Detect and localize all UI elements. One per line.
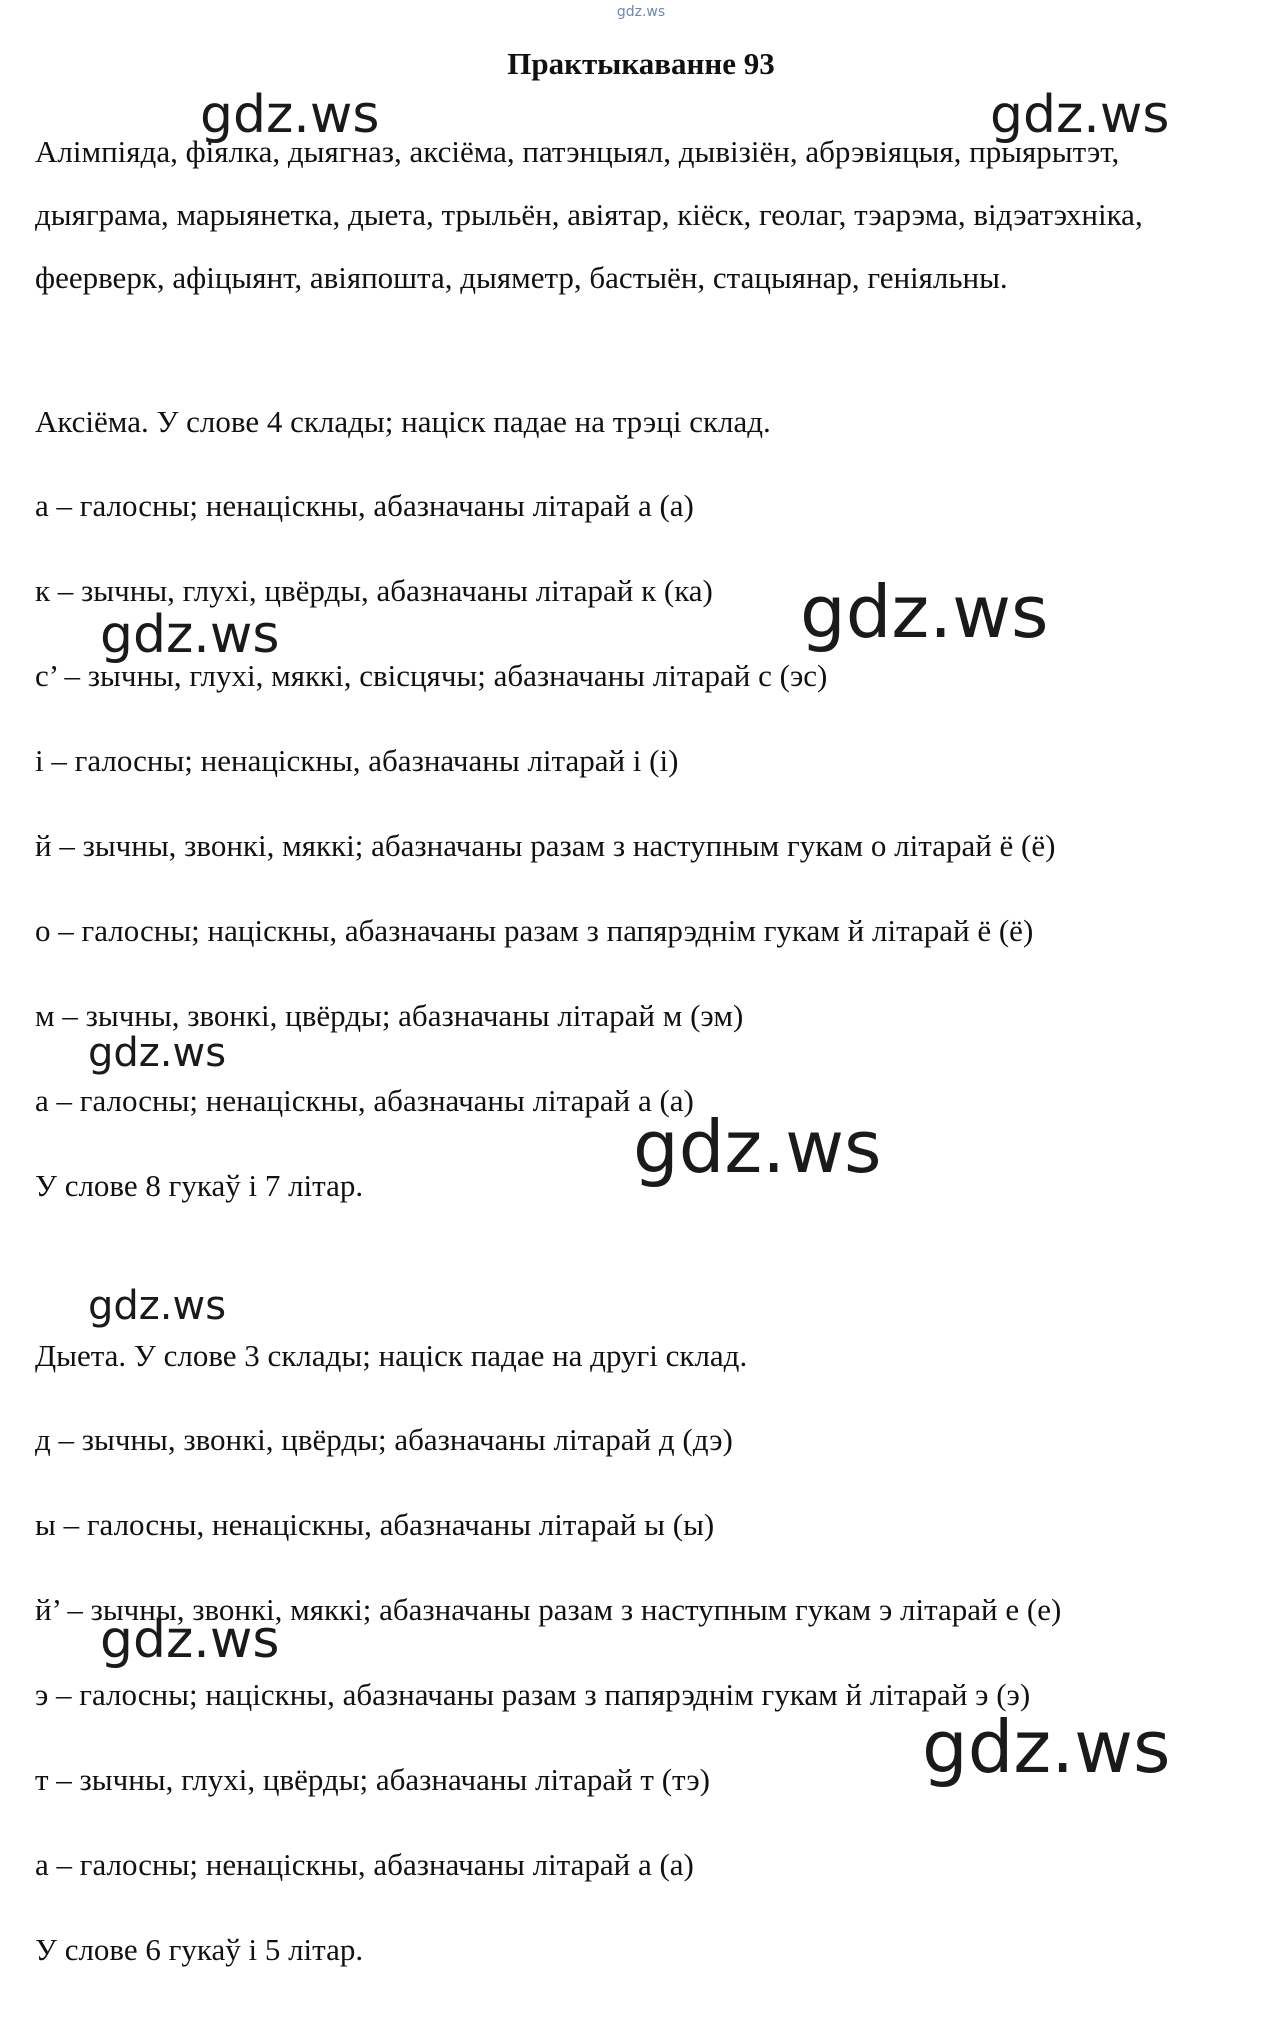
analysis-1-summary: У слове 8 гукаў і 7 літар. [35,1168,364,1203]
watermark-logo: gdz.ws [922,1705,1171,1789]
top-watermark: gdz.ws [616,4,666,20]
page-title: Практыкаванне 93 [507,46,775,81]
watermark-logo: gdz.ws [88,1283,227,1329]
watermark-logo: gdz.ws [800,570,1049,654]
analysis-2-line: й’ – зычны, звонкі, мяккі; абазначаны разам з наступным гукам э літарай е (е) [35,1592,1062,1627]
analysis-1-line: м – зычны, звонкі, цвёрды; абазначаны літарай м (эм) [35,998,744,1033]
analysis-1-line: к – зычны, глухі, цвёрды, абазначаны літарай к (ка) [35,573,713,608]
watermark-logo: gdz.ws [88,1030,227,1076]
analysis-1-heading: Аксіёма. У слове 4 склады; націск падае на трэці склад. [35,404,771,439]
analysis-2-line: э – галосны; націскны, абазначаны разам з папярэднім гукам й літарай э (э) [35,1677,1031,1712]
analysis-1-line: с’ – зычны, глухі, мяккі, свісцячы; абазначаны літарай с (эс) [35,658,828,693]
analysis-1-line: о – галосны; націскны, абазначаны разам з папярэднім гукам й літарай ё (ё) [35,913,1034,948]
analysis-1-line: а – галосны; ненаціскны, абазначаны літарай а (а) [35,488,694,523]
analysis-2-line: а – галосны; ненаціскны, абазначаны літарай а (а) [35,1847,694,1882]
watermark-logo: gdz.ws [990,85,1170,145]
watermark-logo: gdz.ws [100,1610,280,1670]
analysis-1-line: і – галосны; ненаціскны, абазначаны літарай і (і) [35,743,679,778]
watermark-logo: gdz.ws [200,85,380,145]
analysis-2-line: д – зычны, звонкі, цвёрды; абазначаны літарай д (дэ) [35,1422,733,1457]
watermark-logo: gdz.ws [100,605,280,665]
analysis-2-summary: У слове 6 гукаў і 5 літар. [35,1932,364,1967]
analysis-2-line: ы – галосны, ненаціскны, абазначаны літарай ы (ы) [35,1507,715,1542]
analysis-1-line: а – галосны; ненаціскны, абазначаны літарай а (а) [35,1083,694,1118]
analysis-1-line: й – зычны, звонкі, мяккі; абазначаны разам з наступным гукам о літарай ё (ё) [35,828,1056,863]
analysis-2-line: т – зычны, глухі, цвёрды; абазначаны літарай т (тэ) [35,1762,710,1797]
intro-word-list: Алімпіяда, фіялка, дыягназ, аксіёма, патэнцыял, дывізіён, абрэвіяцыя, прыярытэт, дыяграма, марыянетка, дыета, трыльён, авіятар, кіёск, геолаг, тэарэма, відэатэхніка, феерверк, афіцыянт, авіяпошта, дыяметр, бастыён, стацыянар, геніяльны. [35,134,1143,295]
watermark-logo: gdz.ws [633,1105,882,1189]
analysis-2-heading: Дыета. У слове 3 склады; націск падае на другі склад. [35,1338,748,1373]
